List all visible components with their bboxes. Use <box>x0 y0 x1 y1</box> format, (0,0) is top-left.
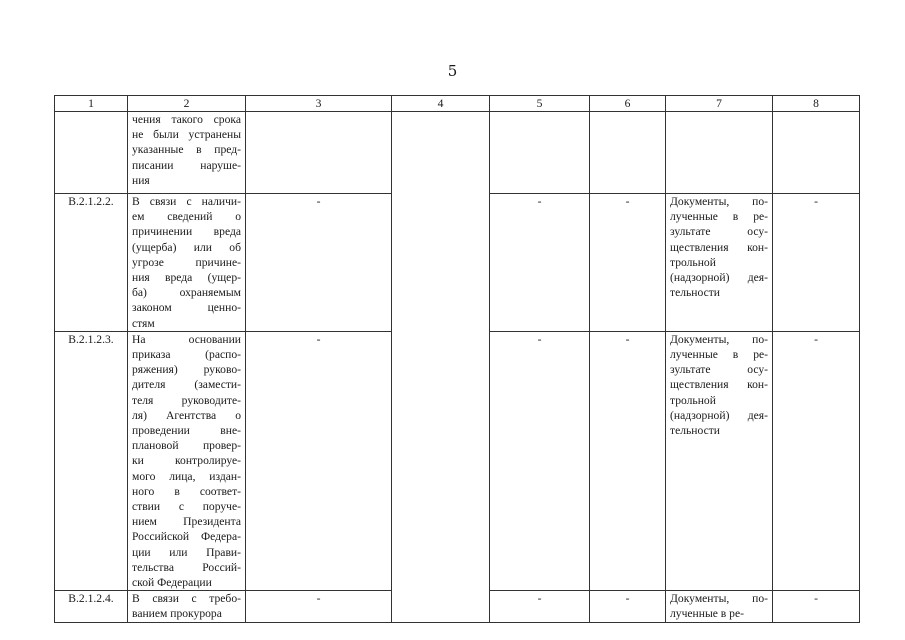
column-header: 1 <box>55 96 128 112</box>
description-line: законом ценно- <box>132 301 241 315</box>
description-line: приказа (распо- <box>132 348 241 362</box>
row-col8: - <box>773 591 860 622</box>
col7-line: трольной <box>670 393 716 407</box>
col7-line: лученные в ре- <box>670 210 768 224</box>
column-header: 6 <box>590 96 666 112</box>
description-line: ванием прокурора <box>132 607 222 621</box>
row-col7 <box>666 591 773 622</box>
row-col6: - <box>590 331 666 590</box>
col7-line: Документы, по- <box>670 592 768 606</box>
table-body <box>55 112 860 623</box>
row-code <box>55 112 128 194</box>
description-line: ствии с поруче- <box>132 500 241 514</box>
row-col8 <box>773 112 860 194</box>
description-line: В связи с требо- <box>132 592 241 606</box>
row-col3: - <box>246 331 392 590</box>
description-line: чения такого срока <box>132 113 241 126</box>
description-line: ряжения) руково- <box>132 363 241 377</box>
description-line: писании наруше- <box>132 158 241 172</box>
description-line: ба) охраняемым <box>132 286 241 300</box>
table-header-row <box>55 96 860 112</box>
row-description <box>128 591 246 622</box>
page-number: 5 <box>447 62 458 80</box>
description-line: ем сведений о <box>132 210 241 224</box>
description-line: ного в соответ- <box>132 484 241 498</box>
row-col5: - <box>490 331 590 590</box>
description-line: дителя (замести- <box>132 378 241 392</box>
row-col7 <box>666 194 773 332</box>
description-line: Российской Федера- <box>132 530 241 544</box>
description-line: ния вреда (ущер- <box>132 271 241 285</box>
column-header: 5 <box>490 96 590 112</box>
row-col6: - <box>590 194 666 332</box>
col7-line: трольной <box>670 255 716 269</box>
row-code: В.2.1.2.2. <box>55 194 128 332</box>
col7-line: Документы, по- <box>670 332 768 346</box>
column-header: 2 <box>128 96 246 112</box>
column-header: 8 <box>773 96 860 112</box>
row-col5: - <box>490 194 590 332</box>
description-line: (ущерба) или об <box>132 240 241 254</box>
description-line: плановой провер- <box>132 439 241 453</box>
document-table <box>54 95 860 623</box>
col7-line: ществления кон- <box>670 378 768 392</box>
description-line: угрозе причине- <box>132 255 241 269</box>
description-line: ции или Прави- <box>132 545 241 559</box>
description-line: ки контролируе- <box>132 454 241 468</box>
col7-line: зультате осу- <box>670 363 768 377</box>
description-line: мого лица, издан- <box>132 469 241 483</box>
col7-line: (надзорной) дея- <box>670 408 768 422</box>
table-row <box>55 112 860 194</box>
description-line: указанные в пред- <box>132 143 241 157</box>
description-line: В связи с наличи- <box>132 195 241 208</box>
row-description <box>128 331 246 590</box>
column-header: 3 <box>246 96 392 112</box>
column-header: 4 <box>392 96 490 112</box>
row-col7 <box>666 331 773 590</box>
row-col6: - <box>590 591 666 622</box>
description-line: ской Федерации <box>132 576 212 590</box>
row-col3: - <box>246 194 392 332</box>
col7-line: лученные в ре- <box>670 348 768 362</box>
row-col5 <box>490 112 590 194</box>
col7-line: ществления кон- <box>670 240 768 254</box>
row-col8: - <box>773 331 860 590</box>
description-line: не были устранены <box>132 128 241 142</box>
row-col3 <box>246 112 392 194</box>
col7-line: тельности <box>670 286 720 300</box>
row-col7 <box>666 112 773 194</box>
description-line: стям <box>132 316 155 330</box>
col7-line: (надзорной) дея- <box>670 271 768 285</box>
description-line: тельства Россий- <box>132 560 241 574</box>
description-line: причинении вреда <box>132 225 241 239</box>
column-header: 7 <box>666 96 773 112</box>
col7-line: тельности <box>670 424 720 438</box>
row-code: В.2.1.2.4. <box>55 591 128 622</box>
description-line: нием Президента <box>132 515 241 529</box>
row-col5: - <box>490 591 590 622</box>
description-line: проведении вне- <box>132 424 241 438</box>
description-line: На основании <box>132 332 241 346</box>
col7-line: Документы, по- <box>670 195 768 208</box>
row-col8: - <box>773 194 860 332</box>
row-code: В.2.1.2.3. <box>55 331 128 590</box>
description-line: ля) Агентства о <box>132 408 241 422</box>
col7-line: лученные в ре- <box>670 607 744 621</box>
row-col3: - <box>246 591 392 622</box>
row-description <box>128 112 246 194</box>
description-line: ния <box>132 173 150 187</box>
row-col6 <box>590 112 666 194</box>
row-col4 <box>392 112 490 623</box>
row-description <box>128 194 246 332</box>
description-line: теля руководите- <box>132 393 241 407</box>
col7-line: зультате осу- <box>670 225 768 239</box>
